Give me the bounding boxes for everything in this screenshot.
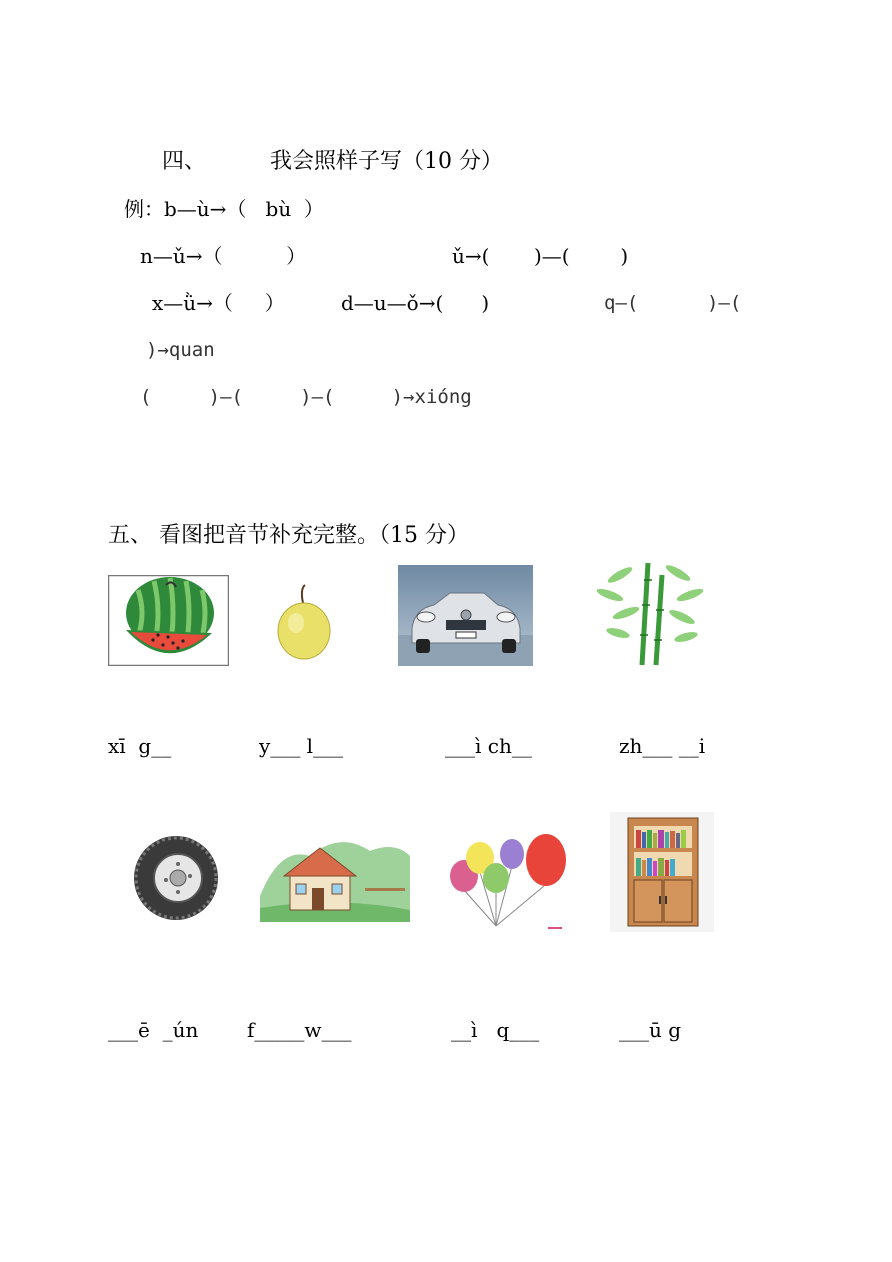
bamboo-picture (590, 555, 715, 667)
exercise-row2-b: d—u—ǒ→( ) (341, 291, 490, 315)
car-picture (398, 565, 533, 666)
bamboo-blank: zh___ __i (619, 734, 706, 758)
section4-example: 例：b—ù→（ bù ） (124, 197, 324, 221)
watermelon-blank: xī g__ (108, 734, 172, 758)
car-blank: ___ì ch__ (445, 734, 532, 758)
balloons-picture (436, 826, 572, 931)
house-picture (260, 826, 410, 922)
exercise-row2-c: q—( )—( (604, 292, 742, 314)
pear-blank: y___ l___ (259, 734, 344, 758)
tire-blank: ___ē _ún (108, 1018, 199, 1042)
exercise-row4: ( )—( )—( )→xióng (140, 386, 472, 408)
pear-picture (272, 583, 334, 663)
exercise-row2-a: x—ǜ→（ ） (152, 291, 285, 315)
tire-picture (130, 832, 222, 924)
exercise-row1-b: ǔ→( )—( ) (452, 244, 629, 268)
balloons-blank: __ì q___ (451, 1018, 540, 1042)
house-blank: f_____w___ (247, 1018, 352, 1042)
bookcase-picture (610, 812, 714, 932)
bookcase-blank: ___ū g (619, 1018, 682, 1042)
watermelon-picture (108, 575, 229, 666)
section4-title: 我会照样子写（10 分） (270, 149, 503, 174)
exercise-row1-a: n—ǔ→（ ） (140, 244, 307, 268)
section4-number: 四、 (162, 149, 207, 174)
section5-title: 五、 看图把音节补充完整。（15 分） (108, 523, 469, 548)
exercise-row3: )→quan (146, 339, 215, 361)
